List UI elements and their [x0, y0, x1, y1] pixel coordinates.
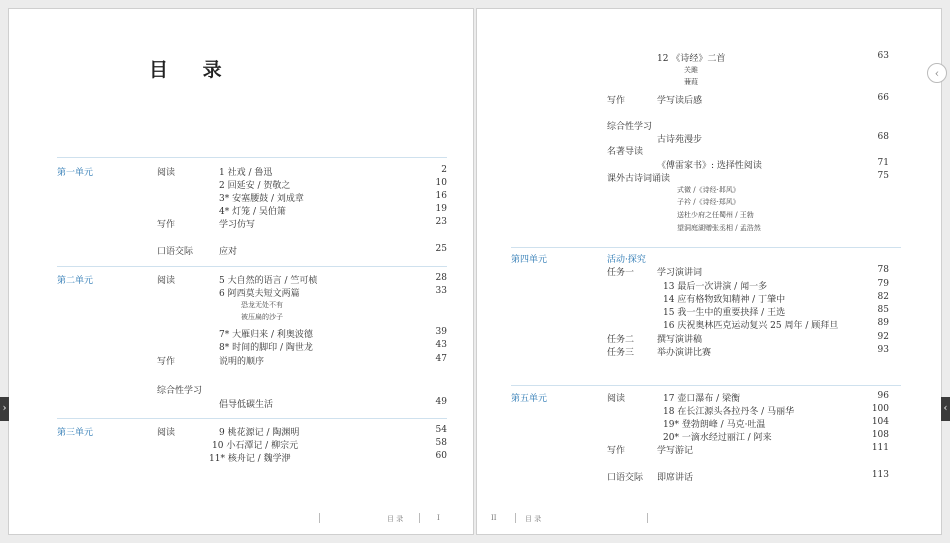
toc-entry[interactable]: 6 阿西莫夫短文两篇: [219, 289, 300, 299]
footer-page-number: II: [491, 514, 497, 522]
toc-entry[interactable]: 9 桃花源记 / 陶渊明: [219, 428, 300, 438]
next-page-button[interactable]: [941, 397, 950, 421]
page-number: 58: [435, 438, 447, 448]
section-label: 名著导读: [607, 147, 644, 157]
page-number: 60: [435, 451, 447, 461]
toc-entry[interactable]: 5 大自然的语言 / 竺可桢: [219, 276, 318, 286]
section-label: 写作: [607, 446, 626, 456]
page-number: 47: [435, 354, 447, 364]
section-label: 阅读: [157, 168, 176, 178]
toc-entry[interactable]: 倡导低碳生活: [219, 400, 274, 410]
toc-subentry[interactable]: 子衿 /《诗经·郑风》: [677, 198, 740, 206]
page-number: 16: [435, 191, 447, 201]
section-label: 写作: [607, 96, 626, 106]
toc-entry[interactable]: 学习演讲词: [657, 268, 703, 278]
toc-entry[interactable]: 4* 灯笼 / 吴伯箫: [219, 207, 286, 217]
unit-title: 第三单元: [57, 428, 94, 438]
toc-entry[interactable]: 7* 大雁归来 / 利奥波德: [219, 330, 313, 340]
chevron-left-icon: ‹: [943, 403, 948, 414]
unit-title: 第五单元: [511, 394, 548, 404]
section-label: 综合性学习: [607, 122, 653, 132]
page-number: 33: [435, 286, 447, 296]
footer-divider: [319, 513, 320, 523]
page-number: 111: [871, 443, 889, 453]
unit-divider: [57, 418, 447, 419]
toc-entry[interactable]: 12 《诗经》二首: [657, 54, 726, 64]
section-label: 阅读: [157, 428, 176, 438]
section-label: 写作: [157, 357, 176, 367]
toc-entry[interactable]: 古诗苑漫步: [657, 135, 703, 145]
page-number: 96: [877, 391, 889, 401]
toc-entry[interactable]: 说明的顺序: [219, 357, 265, 367]
toc-entry[interactable]: 学习仿写: [219, 220, 256, 230]
toc-entry[interactable]: 14 应有格物致知精神 / 丁肇中: [663, 295, 786, 305]
page-number: 25: [435, 244, 447, 254]
section-label: 课外古诗词诵读: [607, 174, 671, 184]
section-label: 写作: [157, 220, 176, 230]
footer-divider: [419, 513, 420, 523]
page-number: 23: [435, 217, 447, 227]
toc-entry[interactable]: 10 小石潭记 / 柳宗元: [212, 441, 299, 451]
toc-entry[interactable]: 即席讲话: [657, 473, 694, 483]
toc-subentry[interactable]: 被压扁的沙子: [241, 313, 283, 321]
toc-subentry[interactable]: 送杜少府之任蜀州 / 王勃: [677, 211, 754, 219]
collapse-panel-button[interactable]: [927, 63, 947, 83]
unit-divider: [511, 385, 901, 386]
toc-entry[interactable]: 1 社戏 / 鲁迅: [219, 168, 273, 178]
unit-title: 第一单元: [57, 168, 94, 178]
page-number: 113: [871, 470, 889, 480]
page-number: 71: [877, 158, 889, 168]
toc-entry[interactable]: 15 我一生中的重要抉择 / 王选: [663, 308, 786, 318]
toc-entry[interactable]: 撰写演讲稿: [657, 335, 703, 345]
toc-entry[interactable]: 13 最后一次讲演 / 闻一多: [663, 282, 768, 292]
page-number: 54: [435, 425, 447, 435]
page-number: 49: [435, 397, 447, 407]
page-number: 85: [877, 305, 889, 315]
section-label: 阅读: [157, 276, 176, 286]
page-number: 75: [877, 171, 889, 181]
section-label: 阅读: [607, 394, 626, 404]
toc-entry[interactable]: 《傅雷家书》: 选择性阅读: [657, 161, 762, 171]
right-page: [476, 8, 942, 535]
unit-divider: [57, 157, 447, 158]
left-page: [8, 8, 474, 535]
section-label: 口语交际: [607, 473, 644, 483]
page-number: 66: [877, 93, 889, 103]
page-title: 目 录: [149, 59, 236, 81]
unit-title: 第四单元: [511, 255, 548, 265]
page-number: 100: [871, 404, 889, 414]
footer-divider: [647, 513, 648, 523]
footer-page-number: I: [437, 514, 440, 522]
toc-subentry[interactable]: 恐龙无处不有: [241, 301, 283, 309]
footer-divider: [515, 513, 516, 523]
chevron-left-icon: ‹: [934, 67, 940, 80]
section-label: 口语交际: [157, 247, 194, 257]
toc-entry[interactable]: 19* 登勃朗峰 / 马克·吐温: [663, 420, 766, 430]
footer-text: 目 录: [525, 515, 542, 523]
task-label: 任务一: [607, 268, 635, 278]
toc-entry[interactable]: 应对: [219, 247, 238, 257]
page-number: 82: [877, 292, 889, 302]
page-number: 39: [435, 327, 447, 337]
unit-divider: [57, 266, 447, 267]
page-number: 92: [877, 332, 889, 342]
page-number: 68: [877, 132, 889, 142]
toc-subentry[interactable]: 望洞庭湖赠张丞相 / 孟浩然: [677, 224, 761, 232]
toc-entry[interactable]: 8* 时间的脚印 / 陶世龙: [219, 343, 313, 353]
task-label: 任务二: [607, 335, 635, 345]
task-label: 任务三: [607, 348, 635, 358]
page-number: 10: [435, 178, 447, 188]
toc-subentry[interactable]: 式微 /《诗经·邶风》: [677, 186, 740, 194]
toc-entry[interactable]: 11* 核舟记 / 魏学洢: [209, 454, 291, 464]
toc-entry[interactable]: 20* 一滴水经过丽江 / 阿来: [663, 433, 772, 443]
page-number: 89: [877, 318, 889, 328]
toc-entry[interactable]: 18 在长江源头各拉丹冬 / 马丽华: [663, 407, 795, 417]
page-number: 28: [435, 273, 447, 283]
unit-title: 第二单元: [57, 276, 94, 286]
page-number: 63: [877, 51, 889, 61]
page-number: 2: [441, 165, 447, 175]
toc-entry[interactable]: 举办演讲比赛: [657, 348, 712, 358]
toc-subentry[interactable]: 蒹葭: [684, 78, 698, 86]
toc-entry[interactable]: 2 回延安 / 贺敬之: [219, 181, 291, 191]
toc-entry[interactable]: 学写读后感: [657, 96, 703, 106]
toc-entry[interactable]: 16 庆祝奥林匹克运动复兴 25 周年 / 顾拜旦: [663, 321, 839, 331]
page-number: 104: [871, 417, 889, 427]
page-number: 19: [435, 204, 447, 214]
page-number: 43: [435, 340, 447, 350]
toc-entry[interactable]: 3* 安塞腰鼓 / 刘成章: [219, 194, 304, 204]
page-number: 78: [877, 265, 889, 275]
section-label: 活动·探究: [607, 255, 646, 265]
chevron-right-icon: ›: [2, 403, 7, 414]
toc-entry[interactable]: 17 壶口瀑布 / 梁衡: [663, 394, 741, 404]
unit-divider: [511, 247, 901, 248]
toc-subentry[interactable]: 关雎: [684, 66, 698, 74]
page-number: 93: [877, 345, 889, 355]
toc-entry[interactable]: 学写游记: [657, 446, 694, 456]
page-number: 79: [877, 279, 889, 289]
page-number: 108: [871, 430, 889, 440]
section-label: 综合性学习: [157, 386, 203, 396]
footer-text: 目 录: [387, 515, 404, 523]
prev-page-button[interactable]: [0, 397, 9, 421]
